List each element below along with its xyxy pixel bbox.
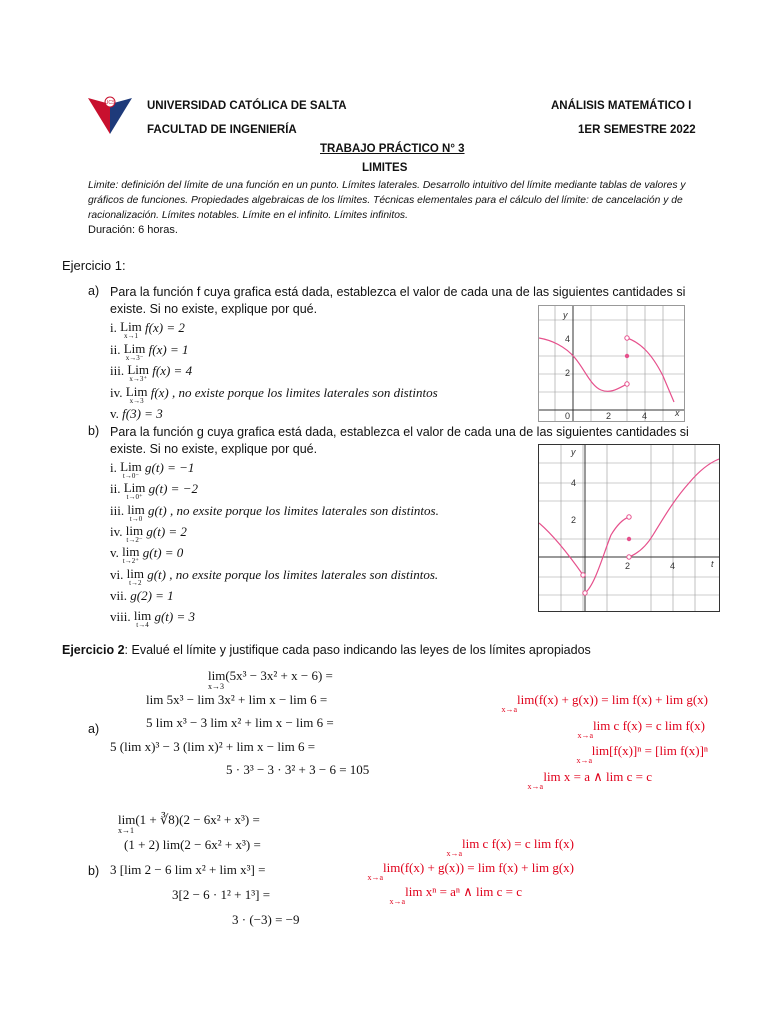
limit-word: lim [125,522,144,538]
part-b-item-number: vi. [110,566,127,582]
exercise-1-title: Ejercicio 1: [62,258,126,273]
ej2-a-limit-subscript: x→3 [208,682,224,691]
svg-text:2: 2 [606,411,612,421]
ej2-b-law: lim c f(x) = c lim f(x) [461,836,574,851]
svg-text:2: 2 [571,515,577,525]
svg-text:4: 4 [642,411,648,421]
ej2-b-law: lim xⁿ = aⁿ ∧ lim c = c [405,884,522,899]
ej2-a-law: lim c f(x) = c lim f(x) [592,717,705,733]
part-b-item-expression: g(t) , no exsite porque los limites laterales son distintos. [147,566,439,582]
part-a-item-expression: f(x) = 2 [145,320,185,335]
part-b-item [110,481,198,501]
limit-operator [120,460,142,480]
part-a-label: a) [88,284,100,298]
part-a-item [110,406,163,422]
limit-operator [126,524,143,544]
ej2-b-law-subscript: x→a [446,849,462,858]
ej2-b-step: 3[2 − 6 · 1² + 1³] = [172,887,271,902]
ej2-a-law: lim(f(x) + g(x)) = lim f(x) + lim g(x) [517,692,708,707]
ej2-b-step: lim(1 + ∛8)(2 − 6x² + x³) = [118,812,260,827]
ej2-a-step: lim 5x³ − lim 3x² + lim x − lim 6 = [146,691,328,707]
ej2-a-law: lim x = a ∧ lim c = c [543,768,652,784]
subject-name: ANÁLISIS MATEMÁTICO I [551,100,692,112]
limit-subscript: x→1 [123,332,138,340]
svg-text:2: 2 [625,561,631,571]
limit-word: Lim [123,340,146,356]
limit-word: Lim [120,459,142,474]
semester: 1ER SEMESTRE 2022 [578,124,696,136]
svg-text:4: 4 [571,478,577,488]
svg-text:UCS: UCS [104,100,116,106]
ej2-b-law-subscript: x→a [367,873,383,882]
limit-word: lim [133,608,152,624]
part-a-item-expression: f(x) = 4 [152,363,193,378]
svg-text:4: 4 [565,334,571,344]
part-a-item-number: iii. [110,363,128,378]
part-b-item [110,503,439,523]
limit-operator [127,503,144,523]
limit-operator [124,342,146,362]
limit-word: Lim [125,383,148,399]
ej2-a-step: 5 lim x³ − 3 lim x² + lim x − lim 6 = [146,715,334,730]
part-b-item [110,567,438,587]
part-b-item-expression: g(t) = −1 [145,460,195,475]
ej2-b-step: 3 · (−3) = −9 [232,912,300,927]
limit-subscript: x→3⁻ [125,353,144,362]
part-b-text: Para la función g cuya grafica está dada, establezca el valor de cada una de las siguientes cantidades si existe. Si no existe, explique por qué. [110,425,689,456]
part-a-item-number: ii. [110,341,124,357]
part-b-item [110,609,195,629]
ej2-a-step: 5 (lim x)³ − 3 (lim x)² + lim x − lim 6 = [110,738,316,754]
part-b-item-number: viii. [110,609,134,625]
limit-subscript: t→0⁺ [126,493,143,502]
part-b-item-number: iv. [110,523,126,539]
part-a-item-number: v. [110,406,123,421]
ej2-b-limit-subscript: x→1 [118,826,134,835]
ej2-a-step: lim(5x³ − 3x² + x − 6) = [208,668,333,683]
ej2-a-law-subscript: x→a [576,756,592,765]
limit-operator [124,481,146,501]
limit-subscript: t→4 [136,621,149,630]
part-b-item [110,524,187,544]
ej2-b-law-subscript: x→a [389,897,405,906]
ej2-a-step: 5 · 3³ − 3 · 3² + 3 − 6 = 105 [226,762,370,777]
ej2-part-a-label: a) [88,722,100,736]
part-b-item-number: v. [110,545,123,561]
limit-operator [127,363,149,383]
svg-text:4: 4 [670,561,676,571]
part-a-item-expression: f(x) , no existe porque los limites laterales son distintos [150,384,438,400]
part-b-item-number: iii. [110,502,128,518]
ej2-part-b-label: b) [88,864,100,878]
limit-operator [122,545,139,565]
topics-description: Limite: definición del límite de una función en un punto. Límites laterales. Desarrollo intuitivo del límite mediante tablas de valores y gráficos de funciones. Propiedades algebraicas de los límites. Técnicas elementales para el cálculo del límite: de cancelación y de racionalización. Límites notables. Límite en el infinito. Límites infinitos. [88,180,686,221]
part-b-item-number: vii. [110,587,131,603]
limit-word: lim [126,565,144,581]
limit-subscript: t→2 [129,578,142,587]
part-a-item-expression: f(3) = 3 [122,406,163,421]
ej2-a-law: lim[f(x)]ⁿ = [lim f(x)]ⁿ [591,743,708,758]
part-b-item-expression: g(t) = −2 [148,481,198,497]
part-b-item-expression: g(t) = 3 [154,609,195,625]
svg-text:2: 2 [565,368,571,378]
part-a-text: Para la función f cuya grafica está dada, establezca el valor de cada una de las siguientes cantidades si existe. Si no existe, explique por qué. [110,285,686,316]
limit-word: lim [122,544,140,560]
svg-text:y: y [571,447,576,457]
university-logo [88,94,132,138]
exercise-1-label: Ejercicio 1 [62,258,122,273]
svg-text:0: 0 [565,411,571,421]
university-name: UNIVERSIDAD CATÓLICA DE SALTA [147,100,347,112]
svg-text:x: x [675,408,680,418]
part-b-item-expression: g(t) = 2 [146,523,187,539]
ej2-a-law-subscript: x→a [501,705,517,714]
ej2-b-step: 3 [lim 2 − 6 lim x² + lim x³] = [110,862,266,877]
exercise-2-label: Ejercicio 2 [62,643,125,657]
graph-g [538,444,720,612]
document-subtitle: LIMITES [362,162,408,174]
limit-operator [127,567,144,587]
limit-subscript: t→2⁻ [126,535,143,544]
document-title: TRABAJO PRÁCTICO N° 3 [320,143,465,155]
exercise-2-text: : Evalué el límite y justifique cada paso indicando las leyes de los límites apropiados [124,643,591,657]
limit-word: lim [127,501,145,517]
svg-text:y: y [563,310,568,320]
limit-operator [134,609,151,629]
exercise-2-heading [62,643,591,657]
part-a-item-number: i. [110,320,121,335]
part-b-item-expression: g(2) = 1 [130,587,174,603]
part-a-item [110,385,438,405]
part-a-item [110,320,185,340]
ej2-a-law-subscript: x→a [527,781,543,791]
faculty-name: FACULTAD DE INGENIERÍA [147,124,297,136]
limit-subscript: x→3⁺ [129,375,148,383]
limit-operator [126,385,148,405]
part-a-item [110,342,188,362]
limit-operator [120,320,142,340]
part-a-item-number: iv. [110,384,126,400]
part-b-item [110,588,174,604]
svg-text:t: t [711,559,714,569]
limit-word: Lim [120,319,142,334]
ej2-b-law: lim(f(x) + g(x)) = lim f(x) + lim g(x) [383,860,574,875]
part-b-item-number: i. [110,460,121,475]
part-a-item [110,363,192,383]
part-b-item-number: ii. [110,481,124,497]
part-a-item-expression: f(x) = 1 [148,341,189,357]
part-b-item [110,545,183,565]
ej2-a-law-subscript: x→a [577,730,593,740]
part-b-item [110,460,194,480]
limit-subscript: t→0⁻ [122,472,140,480]
part-b-item-expression: g(t) , no exsite porque los limites laterales son distintos. [147,502,439,518]
limit-word: Lim [123,480,146,496]
graph-f [538,305,685,422]
limit-word: Lim [127,362,150,377]
limit-subscript: t→0 [129,514,143,523]
ej2-b-step: (1 + 2) lim(2 − 6x² + x³) = [124,837,261,852]
limit-subscript: x→3 [129,396,144,405]
duration: Duración: 6 horas. [88,224,178,236]
part-b-label: b) [88,424,100,438]
limit-subscript: t→2⁺ [122,557,139,566]
part-b-item-expression: g(t) = 0 [142,545,184,561]
